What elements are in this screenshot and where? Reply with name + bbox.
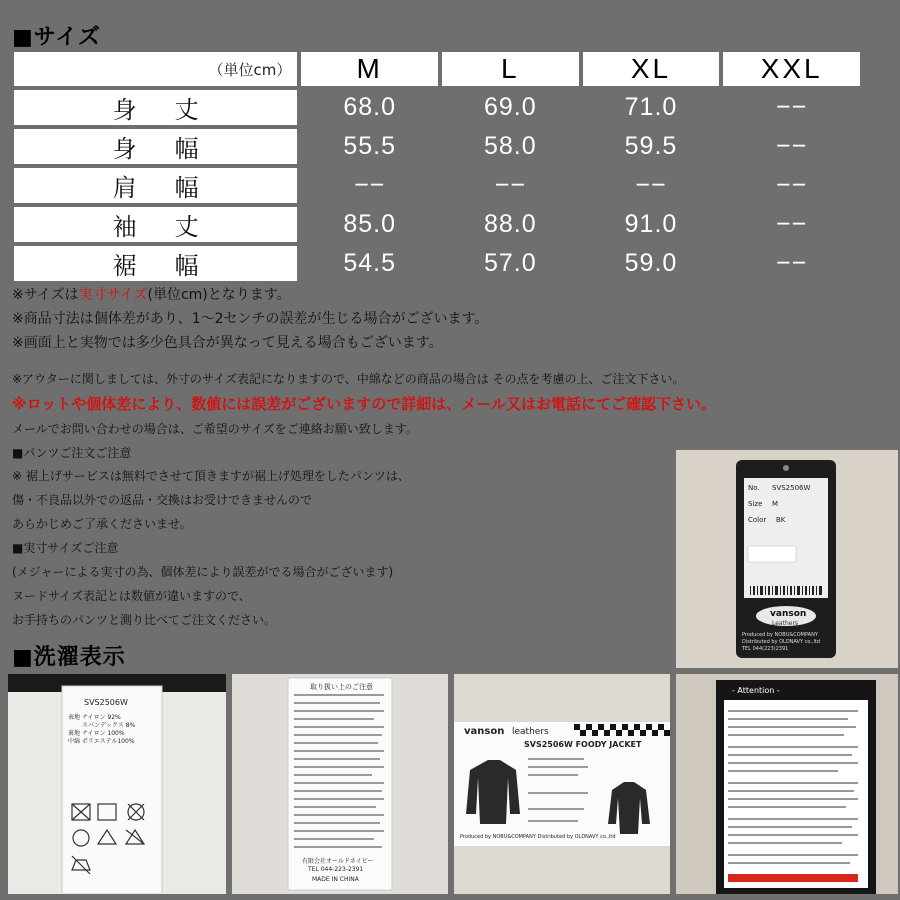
- product-card-photo: [454, 674, 670, 894]
- label2-made: MADE IN CHINA: [312, 876, 359, 883]
- size-table-header-row: [14, 52, 860, 90]
- row-label: 袖丈: [14, 207, 301, 246]
- card-model: SVS2506W FOODY JACKET: [524, 740, 642, 749]
- wash-section-title: ■洗濯表示: [12, 645, 126, 670]
- tag-size-label: Size: [748, 500, 763, 508]
- unit-label: （単位cm）: [14, 52, 301, 90]
- cell-value: 69.0: [442, 90, 583, 129]
- tag-tel: TEL 044(223)2391: [742, 646, 789, 652]
- tag-brand: vanson: [770, 609, 807, 619]
- size-row-body-width: [14, 129, 860, 168]
- tag-produced: Produced by NOBU&COMPANY: [742, 632, 818, 638]
- note-highlight: 実寸サイズ: [78, 287, 148, 303]
- cell-value: 68.0: [301, 90, 442, 129]
- label2-title: 取り扱い上のご注意: [310, 683, 373, 691]
- attention-title: - Attention -: [732, 686, 780, 695]
- note-tolerance: ※商品寸法は個体差があり、1～2センチの誤差が生じる場合がございます。: [12, 311, 489, 327]
- note-mail: メールでお問い合わせの場合は、ご希望のサイズをご連絡お願い致します。: [12, 422, 418, 436]
- card-footer: Produced by NOBU&COMPANY Distributed by OLDNAVY co.,ltd: [460, 834, 616, 840]
- cell-value: −−: [723, 90, 860, 129]
- size-row-sleeve: [14, 207, 860, 246]
- row-label: 裾幅: [14, 246, 301, 285]
- size-section-title: ■サイズ: [12, 25, 102, 50]
- cell-value: −−: [723, 207, 860, 246]
- note-text: (単位cm)となります。: [147, 287, 291, 303]
- col-header-xl: XL: [583, 52, 724, 90]
- size-row-body-length: [14, 90, 860, 129]
- note-measure-2: ヌードサイズ表記とは数値が違いますので、: [12, 589, 251, 603]
- cell-value: 91.0: [583, 207, 724, 246]
- col-header-xxl: XXL: [723, 52, 860, 90]
- size-row-hem: [14, 246, 860, 285]
- cell-value: 59.5: [583, 129, 724, 168]
- label2-tel: TEL 044-223-2391: [308, 866, 364, 873]
- label2-company: 有限会社オールドネイビー: [302, 858, 374, 865]
- label1-line3: 裏地 ナイロン 100%: [68, 730, 125, 737]
- note-outer: ※アウターに関しましては、外寸のサイズ表記になりますので、中綿などの商品の場合は その点を考慮の上、ご注文下さい。: [12, 372, 685, 386]
- care-label-photo-2: [232, 674, 448, 894]
- cell-value: −−: [723, 168, 860, 207]
- cell-value: −−: [301, 168, 442, 207]
- note-pants-1: ※ 裾上げサービスは無料でさせて頂きますが裾上げ処理をしたパンツは、: [12, 469, 410, 483]
- label1-code: SVS2506W: [84, 698, 128, 707]
- cell-value: 54.5: [301, 246, 442, 285]
- cell-value: 71.0: [583, 90, 724, 129]
- cell-value: 57.0: [442, 246, 583, 285]
- label1-line2: スパンデックス 8%: [82, 722, 136, 729]
- col-header-m: M: [301, 52, 442, 90]
- note-text: ※サイズは: [12, 287, 79, 303]
- tag-distributed: Distributed by OLDNAVY co.,ltd: [742, 639, 821, 645]
- label1-line4: 中綿 ポリエステル100%: [68, 738, 135, 745]
- cell-value: −−: [723, 246, 860, 285]
- note-color: ※画面上と実物では多少色具合が異なって見える場合もございます。: [12, 335, 443, 351]
- note-size-unit: [12, 284, 291, 304]
- cell-value: −−: [583, 168, 724, 207]
- note-measure-heading: ■実寸サイズご注意: [12, 541, 119, 555]
- cell-value: 59.0: [583, 246, 724, 285]
- tag-no-value: SVS2506W: [772, 484, 811, 492]
- note-pants-3: あらかじめご了承くださいませ。: [12, 517, 192, 531]
- tag-size-value: M: [772, 500, 779, 508]
- row-label: 肩幅: [14, 168, 301, 207]
- cell-value: −−: [442, 168, 583, 207]
- size-table: [14, 52, 860, 285]
- care-label-photo-1: [8, 674, 226, 894]
- note-measure-3: お手持ちのパンツと測り比べてご注文ください。: [12, 613, 277, 627]
- row-label: 身幅: [14, 129, 301, 168]
- tag-no-label: No.: [748, 484, 760, 492]
- tag-color-value: BK: [776, 516, 786, 524]
- note-measure-1: (メジャーによる実寸の為、個体差により誤差がでる場合がございます): [12, 565, 394, 579]
- card-brand: vanson: [464, 726, 505, 737]
- attention-label-photo: [676, 674, 898, 894]
- label1-line1: 表地 ナイロン 92%: [68, 714, 121, 721]
- cell-value: 55.5: [301, 129, 442, 168]
- note-pants-2: 傷・不良品以外での返品・交換はお受けできませんので: [12, 493, 313, 507]
- cell-value: 58.0: [442, 129, 583, 168]
- row-label: 身丈: [14, 90, 301, 129]
- card-brand-sub: leathers: [512, 727, 549, 737]
- hang-tag-photo: [676, 450, 898, 668]
- cell-value: 88.0: [442, 207, 583, 246]
- size-row-shoulder: [14, 168, 860, 207]
- cell-value: −−: [723, 129, 860, 168]
- tag-brand-sub: Leathers: [772, 620, 799, 627]
- note-pants-heading: ■パンツご注文ご注意: [12, 446, 132, 460]
- note-warning: ※ロットや個体差により、数値には誤差がございますので詳細は、メール又はお電話にてご確認下さい。: [12, 395, 716, 413]
- cell-value: 85.0: [301, 207, 442, 246]
- col-header-l: L: [442, 52, 583, 90]
- tag-color-label: Color: [748, 516, 767, 524]
